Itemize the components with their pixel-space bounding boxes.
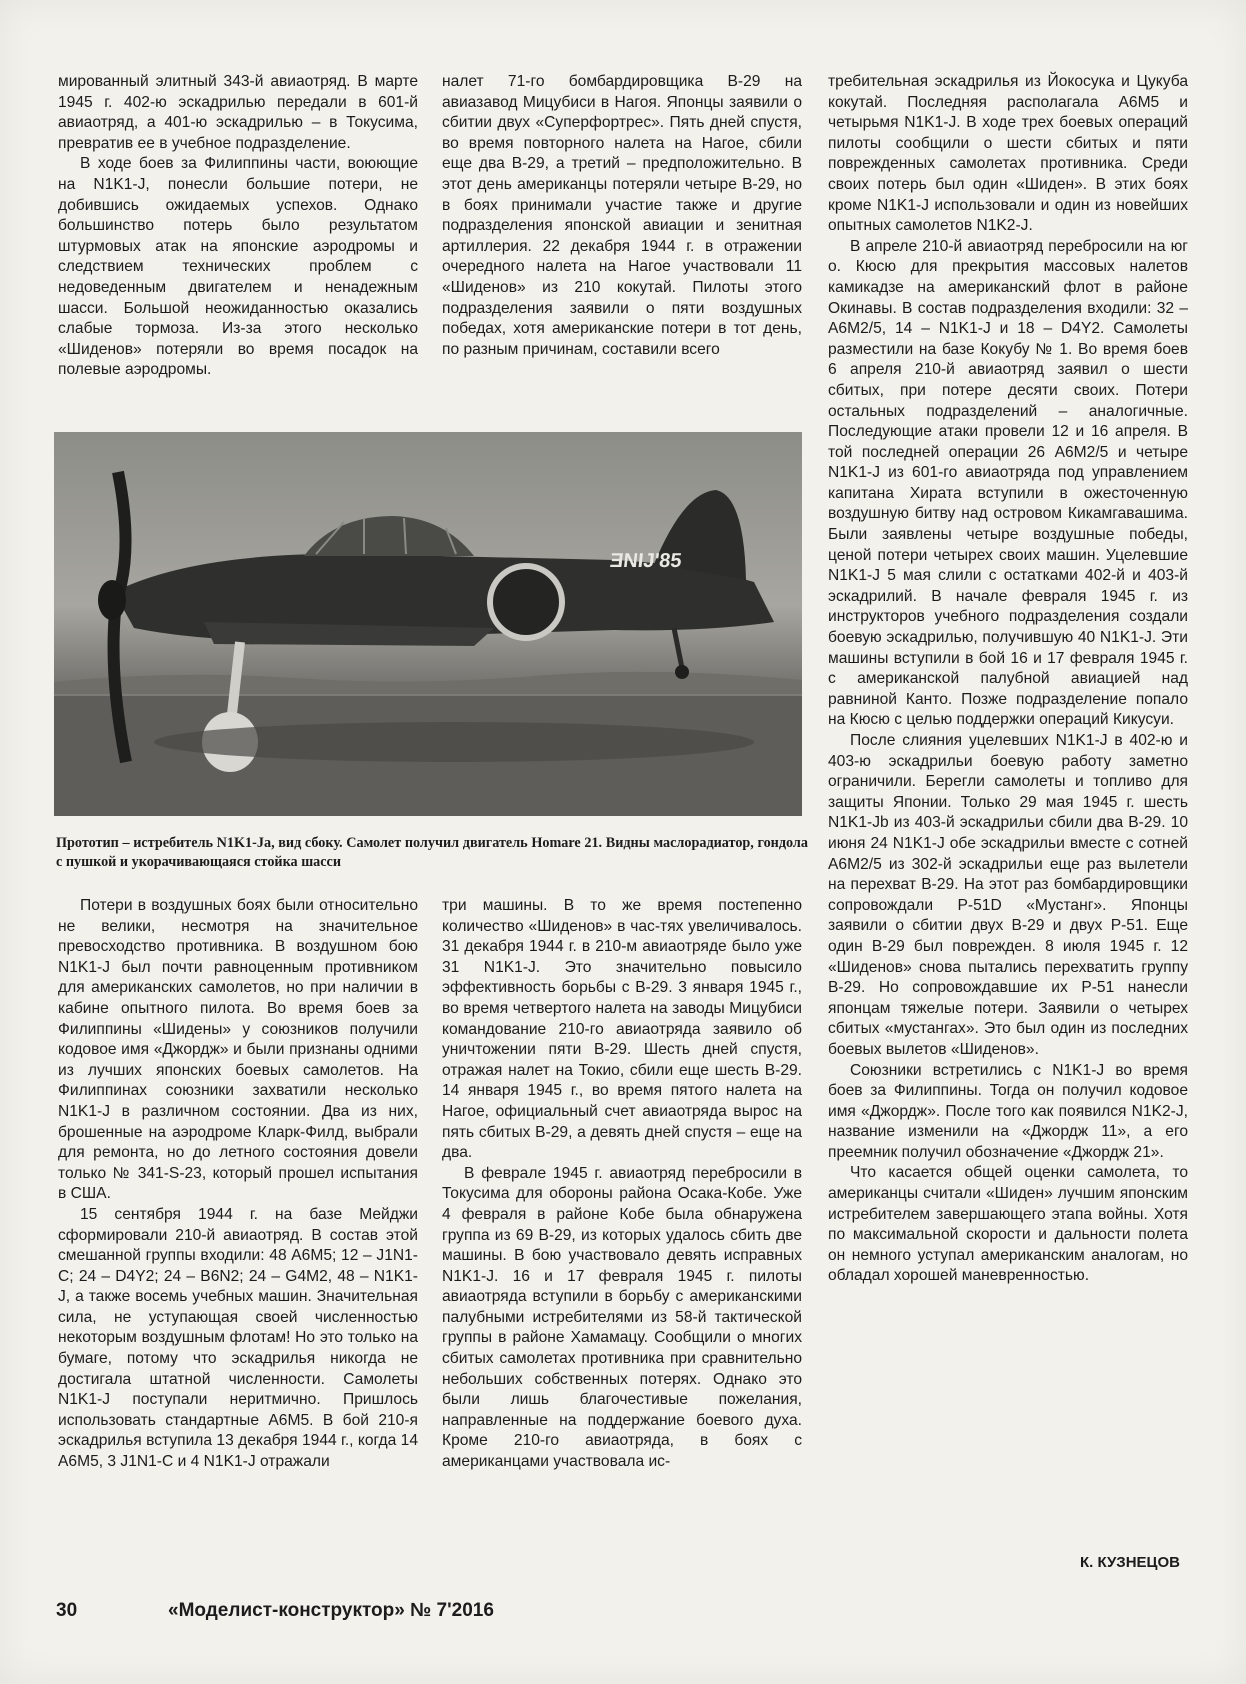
column-1-top bbox=[58, 72, 418, 381]
tail-marking: ƎNIJ'85 bbox=[608, 550, 683, 572]
photo-caption: Прототип – истребитель N1K1-Ja, вид сбоку. Самолет получил двигатель Homare 21. Видны маслорадиатор, гондола с пушкой и укорачивающаяся стойка шасси bbox=[56, 835, 808, 870]
aircraft-photo bbox=[54, 432, 802, 816]
paragraph: требительная эскадрилья из Йокосука и Цукуба кокутай. Последняя располагала А6М5 и четырьмя N1K1-J. В ходе трех боевых операций пилоты сообщили о шести сбитых и пяти поврежденных самолетах противника. Среди своих потерь был один «Шиден». В этих боях кроме N1K1-J использовали и один из новейших опытных самолетов N1K2-J. bbox=[828, 73, 1188, 235]
author-signature: К. КУЗНЕЦОВ bbox=[1079, 1554, 1180, 1571]
paragraph: 15 сентября 1944 г. на базе Мейджи сформировали 210-й авиаотряд. В состав этой смешанной группы входили: 48 А6М5; 12 – J1N1-C; 24 – D4Y2; 24 – B6N2; 24 – G4M2, 48 – N1K1-J, а также восемь учебных машин. Значительная сила, не уступающая своей численностью некоторым воздушным флотам! Но это только на бумаге, потому что эскадрилья никогда не достигала штатной численности. Самолеты N1K1-J поступали неритмично. Пришлось использовать стандартные А6М5. В бой 210-я эскадрилья вступила 13 декабря 1944 г., когда 14 А6М5, 3 J1N1-C и 4 N1K1-J отражали bbox=[58, 1205, 418, 1471]
paragraph: В апреле 210-й авиаотряд перебросили на юг о. Кюсю для прекрытия массовых налетов камикадзе на американский флот в районе Окинавы. В состав подразделения входили: 32 – А6М2/5, 14 – N1K1-J и 18 – D4Y2. Самолеты разместили на базе Кокубу № 1. Во время боев 6 апреля 210-й авиаотряд заявил о шести сбитых, при потере десяти своих. Потери остальных подразделений – аналогичные. Последующие атаки провели 12 и 16 апреля. В той последней операции 26 А6М2/5 и четыре N1K1-J из 601-го авиаотряда под управлением капитана Хирата вступили в ожесточенную воздушную битву над островом Кикамгавашима. Были заявлены четыре воздушные победы, ценой потери четырех своих машин. Уцелевшие N1K1-J 5 мая слили с остатками 402-й и 403-й эскадрилий. В начале февраля 1945 г. из инструкторов учебного подразделения создали боевую эскадрилью, получившую 40 N1K1-J. Эти машины вступили в бой 16 и 17 февраля 1945 г. с американской палубной авиацией над равниной Канто. Позже подразделение попало на Кюсю с целью поддержки операций Кикусуи. bbox=[828, 237, 1188, 729]
paragraph: Что касается общей оценки самолета, то американцы считали «Шиден» лучшим японским истребителем завершающего этапа войны. Хотя по максимальной скорости и дальности полета он немного уступал американским аналогам, но обладал хорошей маневренностью. bbox=[828, 1164, 1188, 1285]
paragraph: После слияния уцелевших N1K1-J в 402-ю и 403-ю эскадрильи боевую работу заметно ограничили. Берегли самолеты и топливо для защиты Японии. Только 29 мая 1945 г. шесть N1K1-Jb из 403-й эскадрильи сбили два В-29. 10 июня 24 N1K1-J обе эскадрильи вместе с сотней А6М2/5 из 302-й эскадрильи еще раз вылетели на перехват В-29. На этот раз бомбардировщики сопровождали Р-51D «Мустанг». Японцы заявили о сбитии двух В-29 и двух Р-51. Еще один В-29 был поврежден. 8 июля 1945 г. 12 «Шиденов» снова пытались перехватить группу В-29. Но сопровождавшие их Р-51 нанесли японцам тяжелые потери. Заявили о четырех сбитых «мустангах». Это был один из последних боевых вылетов «Шиденов». bbox=[828, 732, 1188, 1058]
column-2-bottom bbox=[442, 896, 802, 1473]
paragraph: мированный элитный 343-й авиаотряд. В марте 1945 г. 402-ю эскадрилью передали в 601-й авиаотряд, а 401-ю эскадрилью – в Токусима, превратив ее в учебное подразделение. bbox=[58, 73, 418, 152]
paragraph: три машины. В то же время постепенно количество «Шиденов» в час-тях увеличивалось. 31 декабря 1944 г. в 210-м авиаотряде было уже 31 N1K1-J. Это значительно повысило эффективность борьбы с В-29. 3 января 1945 г., во время четвертого налета на заводы Мицубиси командование 210-го авиаотряда заявило об уничтожении пяти В-29. Шесть дней спустя, отражая налет на Токио, сбили еще шесть В-29. 14 января 1945 г., во время пятого налета на Нагое, официальный счет авиаотряда вырос на пять сбитых В-29, а девять дней спустя – еще на два. bbox=[442, 897, 802, 1162]
magazine-title: «Моделист-конструктор» № 7'2016 bbox=[168, 1600, 494, 1621]
paragraph: В феврале 1945 г. авиаотряд перебросили в Токусима для обороны района Осака-Кобе. Уже 4 февраля в районе Кобе была обнаружена группа из 69 В-29, из которых удалось сбить две машины. В бою участвовало девять исправных N1K1-J. 16 и 17 февраля 1945 г. пилоты авиаотряда вступили в борьбу с американскими палубными истребителями из 58-й тактической группы в районе Хамамацу. Сообщили о многих сбитых самолетах противника при сравнительно небольших собственных потерях. Однако это были лишь благочестивые пожелания, направленные на поддержание боевого духа. Кроме 210-го авиаотряда, в боях с американцами участвовала ис- bbox=[442, 1164, 802, 1471]
column-3 bbox=[828, 72, 1188, 1287]
paragraph: Потери в воздушных боях были относительно не велики, несмотря на значительное превосходство противника. В воздушном бою N1K1-J был почти равноценным противником для американских самолетов, но при наличии в кабине опытного пилота. Во время боев за Филиппины «Шидены» у союзников получили кодовое имя «Джордж» и были признаны одними из лучших японских боевых самолетов. На Филиппинах союзники захватили несколько N1K1-J в различном состоянии. Два из них, брошенные на аэродроме Кларк-Филд, выбрали для ремонта, но до летного состояния довели только № 341-S-23, который прошел испытания в США. bbox=[58, 897, 418, 1203]
paragraph: В ходе боев за Филиппины части, воюющие на N1K1-J, понесли большие потери, не добившись ожидаемых успехов. Однако большинство потерь было результатом штурмовых атак на японские аэродромы и следствием технических проблем с недоведенным двигателем и ненадежным шасси. Большой неожиданностью оказались слабые тормоза. Из-за этого несколько «Шиденов» потеряли во время посадок на полевые аэродромы. bbox=[58, 155, 418, 379]
column-2-top bbox=[442, 72, 802, 360]
page-number: 30 bbox=[56, 1600, 78, 1621]
paragraph: налет 71-го бомбардировщика В-29 на авиазавод Мицубиси в Нагоя. Японцы заявили о сбитии двух «Суперфортрес». Пять дней спустя, во время повторного налета на Нагое, сбили еще два В-29, а третий – предположительно. В этот день американцы потеряли четыре В-29, но в боях принимали участие также и другие подразделения японской авиации и зенитная артиллерия. 22 декабря 1944 г. в отражении очередного налета на Нагое участвовали 11 «Шиденов» из 210 кокутай. Пилоты этого подразделения заявили о пяти воздушных победах, хотя американские потери в тот день, по разным причинам, составили всего bbox=[442, 73, 802, 358]
column-1-bottom bbox=[58, 896, 418, 1473]
paragraph: Союзники встретились с N1K1-J во время боев за Филиппины. Тогда он получил кодовое имя «Джордж». После того как появился N1K2-J, название изменили на «Джордж 11», а его преемник получил обозначение «Джордж 21». bbox=[828, 1061, 1188, 1161]
aircraft-photo-icon bbox=[54, 432, 802, 816]
